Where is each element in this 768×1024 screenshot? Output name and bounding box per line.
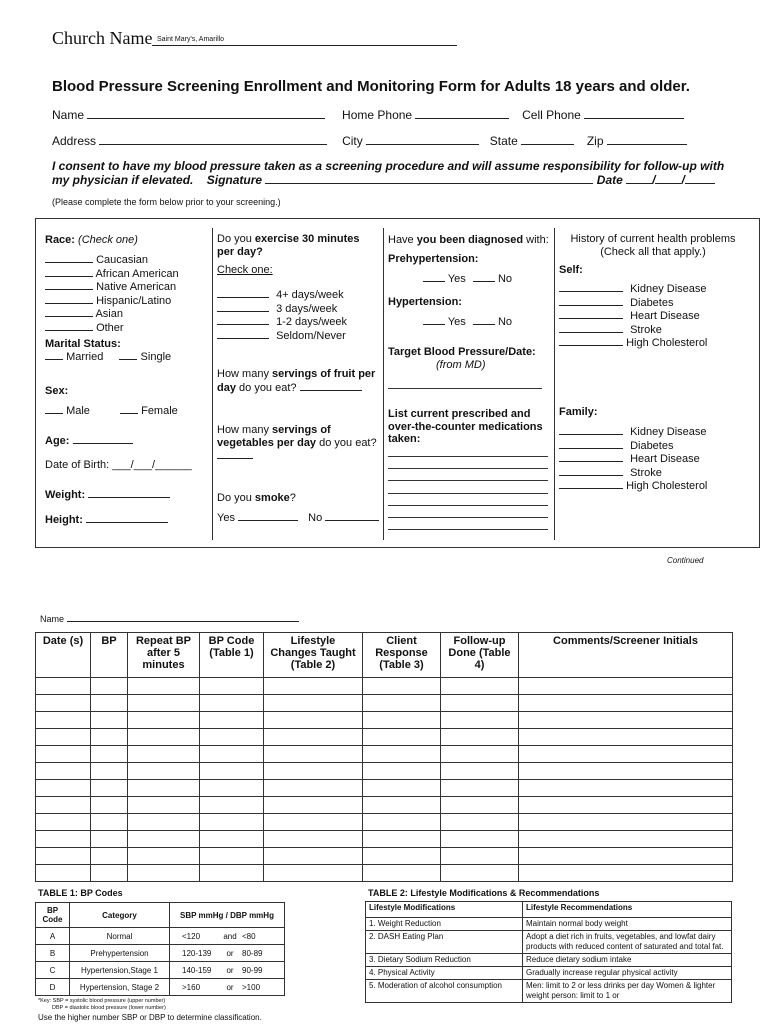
log-cell[interactable] [519,848,733,865]
self-condition[interactable]: Stroke [559,323,707,337]
zip-label: Zip [586,134,604,148]
log-header: BP Code (Table 1) [200,633,264,678]
log-cell[interactable] [441,814,519,831]
family-condition[interactable]: High Cholesterol [559,479,707,493]
cell-phone-label: Cell Phone [522,108,581,122]
table-row [36,695,733,712]
table-row [36,746,733,763]
signature-field[interactable] [265,173,593,184]
log-cell[interactable] [441,831,519,848]
hypertension-label: Hypertension: [388,296,462,308]
log-cell[interactable] [441,729,519,746]
log-cell[interactable] [91,695,128,712]
table-row: 5. Moderation of alcohol consumption Men: limit to 2 or less drinks per day Women & lighter weight person: limit to 1 or [366,980,732,1003]
log-cell[interactable] [264,712,363,729]
smoke-no-field[interactable] [325,511,379,521]
self-condition[interactable]: High Cholesterol [559,336,707,350]
log-cell[interactable] [519,678,733,695]
log-cell[interactable] [519,695,733,712]
city-label: City [342,134,363,148]
prehypertension-label: Prehypertension: [388,253,479,265]
instruction-note: (Please complete the form below prior to your screening.) [52,197,281,207]
table1-title: TABLE 1: BP Codes [38,888,123,898]
married-label: Married [66,351,104,363]
consent-block: I consent to have my blood pressure taken as a screening procedure and will assume responsibility for follow-up with my physician if elevated. Signature Date / / [52,159,725,187]
dob-field[interactable]: ___/___/______ [112,459,192,471]
table2-header: Lifestyle Recommendations [523,902,732,918]
table-row [36,865,733,882]
medications-label: List current prescribed and over-the-counter medications taken: [388,408,543,445]
log-cell[interactable] [519,746,733,763]
medication-line[interactable] [388,456,548,457]
table-row: 1. Weight Reduction Maintain normal body weight [366,918,732,931]
log-cell[interactable] [363,848,441,865]
state-label: State [489,134,518,148]
log-cell[interactable] [91,763,128,780]
weight-field[interactable] [88,488,170,498]
vegetable-field[interactable] [217,449,253,459]
exercise-option[interactable]: 4+ days/week [217,288,347,302]
church-name-label: Church Name [52,28,153,48]
form-title: Blood Pressure Screening Enrollment and Monitoring Form for Adults 18 years and older. [52,78,690,95]
smoke-options [217,511,379,525]
male-label: Male [66,405,90,417]
log-header: Date (s) [36,633,91,678]
target-bp-field[interactable] [388,388,542,389]
medication-line[interactable] [388,517,548,518]
self-condition[interactable]: Diabetes [559,296,707,310]
family-conditions [559,425,707,493]
table1-note: Use the higher number SBP or DBP to determine classification. [38,1013,262,1022]
bp-codes-table [35,902,285,996]
log-cell[interactable] [519,712,733,729]
log-header: Follow-up Done (Table 4) [441,633,519,678]
log-cell[interactable] [363,865,441,882]
table-row [36,729,733,746]
log-cell[interactable] [264,848,363,865]
log-cell[interactable] [128,848,200,865]
table-row: C Hypertension,Stage 1 140-159 or 90-99 [36,962,285,979]
family-condition[interactable]: Heart Disease [559,452,707,466]
diagnosed-question: Have you been diagnosed with: [388,234,549,246]
log-cell[interactable] [519,763,733,780]
table-row: 3. Dietary Sodium Reduction Reduce dietary sodium intake [366,954,732,967]
family-condition[interactable]: Diabetes [559,439,707,453]
self-condition[interactable]: Heart Disease [559,309,707,323]
from-md-label: (from MD) [436,359,486,371]
male-checkbox[interactable] [45,404,63,414]
vegetable-question: How many servings of vegetables per day do you eat? [217,424,379,463]
log-name-field[interactable] [67,614,299,622]
log-cell[interactable] [128,678,200,695]
home-phone-field[interactable] [415,107,509,119]
log-cell[interactable] [91,746,128,763]
fruit-field[interactable] [300,381,362,391]
weight-row: Weight: [45,488,170,502]
exercise-option[interactable]: Seldom/Never [217,329,347,343]
log-cell[interactable] [36,746,91,763]
log-cell[interactable] [441,678,519,695]
table-row: 2. DASH Eating Plan Adopt a diet rich in fruits, vegetables, and lowfat dairy products with reduced content of saturated and total fat. [366,931,732,954]
log-cell[interactable] [264,746,363,763]
self-condition[interactable]: Kidney Disease [559,282,707,296]
church-name-line [152,45,457,46]
log-cell[interactable] [200,780,264,797]
address-label: Address [52,134,97,148]
log-cell[interactable] [91,865,128,882]
column-divider [383,228,384,540]
log-cell[interactable] [519,780,733,797]
exercise-option[interactable]: 3 days/week [217,302,347,316]
log-cell[interactable] [200,763,264,780]
cell-phone-field[interactable] [584,107,684,119]
table-row [36,780,733,797]
table2-header: Lifestyle Modifications [366,902,523,918]
address-field[interactable] [99,133,327,145]
log-cell[interactable] [128,780,200,797]
log-cell[interactable] [128,712,200,729]
log-cell[interactable] [363,763,441,780]
date-year-field[interactable] [685,173,715,184]
name-label: Name [52,108,85,122]
log-cell[interactable] [36,780,91,797]
log-cell[interactable] [441,865,519,882]
sex-label: Sex: [45,385,69,397]
log-cell[interactable] [264,729,363,746]
log-cell[interactable] [519,865,733,882]
column-divider [554,228,555,540]
prehypertension-yes[interactable] [423,272,445,282]
marital-options [45,350,171,364]
self-conditions [559,282,707,350]
table1-header: BP Code [36,903,70,928]
history-heading: History of current health problems (Check all that apply.) [570,233,736,258]
table-row [36,712,733,729]
medication-line[interactable] [388,468,548,469]
log-cell[interactable] [128,695,200,712]
log-header: Client Response (Table 3) [363,633,441,678]
church-name-value[interactable]: Saint Mary's, Amarillo [157,36,225,43]
log-header-row [36,633,733,678]
log-cell[interactable] [91,780,128,797]
medication-line[interactable] [388,529,548,530]
race-option[interactable]: Hispanic/Latino [45,294,179,308]
log-cell[interactable] [91,797,128,814]
log-cell[interactable] [264,814,363,831]
race-option[interactable]: Asian [45,307,179,321]
log-header: Lifestyle Changes Taught (Table 2) [264,633,363,678]
log-cell[interactable] [200,831,264,848]
race-option[interactable]: Caucasian [45,253,179,267]
log-cell[interactable] [200,814,264,831]
log-cell[interactable] [128,831,200,848]
race-option[interactable]: African American [45,267,179,281]
single-label: Single [140,351,172,363]
log-cell[interactable] [91,831,128,848]
log-cell[interactable] [264,780,363,797]
log-cell[interactable] [264,831,363,848]
name-field[interactable] [87,107,325,119]
log-cell[interactable] [36,729,91,746]
log-cell[interactable] [36,763,91,780]
home-phone-label: Home Phone [342,108,413,122]
log-cell[interactable] [264,695,363,712]
continued-note: Continued [667,556,704,565]
dob-row: Date of Birth: ___/___/______ [45,459,192,471]
log-cell[interactable] [36,797,91,814]
log-cell[interactable] [36,678,91,695]
log-cell[interactable] [91,729,128,746]
female-label: Female [141,405,178,417]
table-row [36,831,733,848]
marital-status-label: Marital Status: [45,338,121,350]
log-cell[interactable] [441,746,519,763]
log-cell[interactable] [363,797,441,814]
exercise-options [217,288,347,342]
prehypertension-no[interactable] [473,272,495,282]
height-field[interactable] [86,513,168,523]
log-cell[interactable] [36,865,91,882]
log-cell[interactable] [441,712,519,729]
table1-header: Category [70,903,170,928]
age-field[interactable] [73,434,133,444]
log-cell[interactable] [200,712,264,729]
table-row [36,763,733,780]
log-cell[interactable] [441,763,519,780]
female-checkbox[interactable] [120,404,138,414]
log-cell[interactable] [128,763,200,780]
consent-text: I consent to have my blood pressure taken as a screening procedure and will assume responsibility for follow-up with my physician if elevated. [52,159,725,187]
smoke-yes-label: Yes [217,512,235,524]
log-cell[interactable] [519,831,733,848]
single-checkbox[interactable] [119,350,137,360]
log-cell[interactable] [363,780,441,797]
fruit-question: How many servings of fruit per day do you eat? [217,368,376,394]
smoke-yes-field[interactable] [238,511,298,521]
table-row [36,797,733,814]
zip-field[interactable] [607,133,687,145]
date-month-field[interactable] [626,173,652,184]
log-body [36,678,733,882]
log-cell[interactable] [200,746,264,763]
table-row: B Prehypertension 120-139 or 80-89 [36,945,285,962]
hypertension-yes[interactable] [423,315,445,325]
monitoring-log-table [35,632,733,882]
log-cell[interactable] [36,831,91,848]
smoke-no-label: No [308,512,323,524]
target-bp-label: Target Blood Pressure/Date: [388,346,536,358]
table2-title: TABLE 2: Lifestyle Modifications & Recommendations [368,888,600,898]
family-condition[interactable]: Stroke [559,466,707,480]
log-cell[interactable] [363,814,441,831]
state-field[interactable] [521,133,574,145]
table1-header: SBP mmHg / DBP mmHg [170,903,285,928]
log-cell[interactable] [36,848,91,865]
prehypertension-options: Yes No [423,272,512,286]
log-cell[interactable] [128,814,200,831]
log-cell[interactable] [363,729,441,746]
log-cell[interactable] [36,814,91,831]
medication-line[interactable] [388,480,548,481]
log-cell[interactable] [519,814,733,831]
medication-line[interactable] [388,493,548,494]
hypertension-options: Yes No [423,315,512,329]
exercise-option[interactable]: 1-2 days/week [217,315,347,329]
hypertension-no[interactable] [473,315,495,325]
log-cell[interactable] [128,746,200,763]
log-cell[interactable] [200,695,264,712]
race-heading: Race: (Check one) [45,234,138,246]
log-cell[interactable] [200,797,264,814]
name-row [52,107,684,122]
log-header: Comments/Screener Initials [519,633,733,678]
log-cell[interactable] [200,729,264,746]
log-cell[interactable] [91,814,128,831]
log-cell[interactable] [128,729,200,746]
medication-line[interactable] [388,505,548,506]
married-checkbox[interactable] [45,350,63,360]
log-cell[interactable] [91,712,128,729]
log-cell[interactable] [91,848,128,865]
log-cell[interactable] [363,831,441,848]
date-day-field[interactable] [655,173,681,184]
log-header: BP [91,633,128,678]
age-row: Age: [45,434,133,448]
exercise-question: Do you exercise 30 minutes per day? [217,233,360,258]
log-cell[interactable] [519,729,733,746]
log-cell[interactable] [363,695,441,712]
log-cell[interactable] [441,797,519,814]
log-cell[interactable] [264,678,363,695]
log-cell[interactable] [363,712,441,729]
log-cell[interactable] [264,865,363,882]
family-condition[interactable]: Kidney Disease [559,425,707,439]
race-options [45,253,179,334]
table1-header-row [36,903,285,928]
check-one-label: Check one: [217,264,273,276]
log-cell[interactable] [264,797,363,814]
race-option[interactable]: Other [45,321,179,335]
signature-label: Signature [206,173,263,187]
smoke-question: Do you smoke? [217,492,296,504]
race-option[interactable]: Native American [45,280,179,294]
sex-options [45,404,178,418]
log-cell[interactable] [128,865,200,882]
log-header: Repeat BP after 5 minutes [128,633,200,678]
log-cell[interactable] [200,865,264,882]
table-row [36,814,733,831]
table-row [36,678,733,695]
table1-key: *Key: SBP = systolic blood pressure (upper number) DBP = diastolic blood pressure (lower number) [38,998,166,1011]
date-label: Date [596,173,623,187]
column-divider [212,228,213,540]
address-row [52,133,687,148]
height-row: Height: [45,513,168,527]
table-row: D Hypertension, Stage 2 >160 or >100 [36,979,285,996]
log-cell[interactable] [36,695,91,712]
city-field[interactable] [366,133,479,145]
log-cell[interactable] [519,797,733,814]
log-cell[interactable] [441,848,519,865]
log-cell[interactable] [200,848,264,865]
log-cell[interactable] [91,678,128,695]
table-row [36,848,733,865]
table-row: 4. Physical Activity Gradually increase regular physical activity [366,967,732,980]
log-cell[interactable] [128,797,200,814]
family-label: Family: [559,406,598,418]
lifestyle-table [365,901,732,1003]
log-cell[interactable] [441,695,519,712]
table-row: A Normal <120 and <80 [36,928,285,945]
log-cell[interactable] [363,678,441,695]
log-cell[interactable] [363,746,441,763]
table2-header-row [366,902,732,918]
log-cell[interactable] [36,712,91,729]
log-cell[interactable] [264,763,363,780]
log-cell[interactable] [441,780,519,797]
log-cell[interactable] [200,678,264,695]
log-name-row: Name [40,614,299,624]
self-label: Self: [559,264,583,276]
